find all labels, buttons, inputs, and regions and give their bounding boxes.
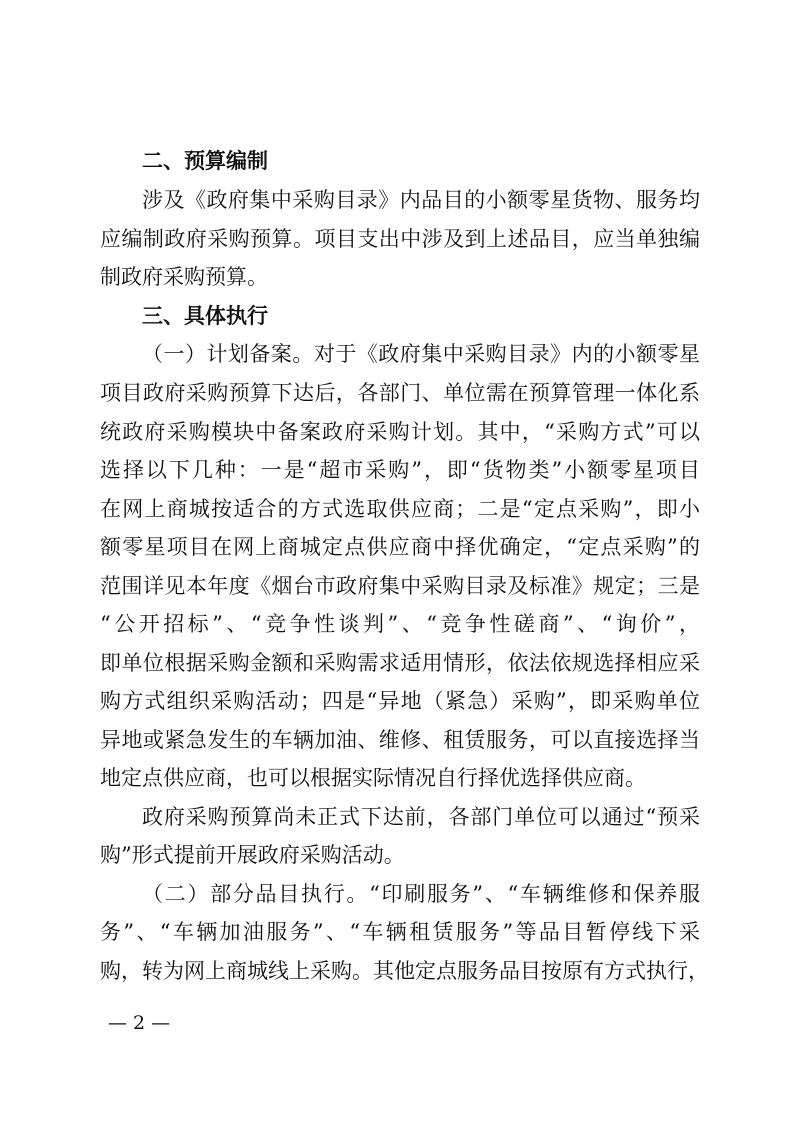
paragraph-line: 统政府采购模块中备案政府采购计划。其中，“采购方式”可以 [100, 420, 700, 444]
paragraph-line: 应编制政府采购预算。项目支出中涉及到上述品目，应当单独编 [100, 227, 700, 251]
paragraph-line: 在网上商城按适合的方式选取供应商；二是“定点采购”，即小 [100, 497, 700, 521]
paragraph-line: 地定点供应商，也可以根据实际情况自行择优选择供应商。 [100, 766, 646, 790]
paragraph-line: 购方式组织采购活动；四是“异地（紧急）采购”，即采购单位 [100, 689, 700, 713]
paragraph-line: 范围详见本年度《烟台市政府集中采购目录及标准》规定；三是 [100, 574, 700, 598]
paragraph-line: 额零星项目在网上商城定点供应商中择优确定，“定点采购”的 [100, 535, 700, 559]
paragraph-line: 购，转为网上商城线上采购。其他定点服务品目按原有方式执行， [100, 959, 709, 983]
section-heading-execution: 三、具体执行 [142, 304, 268, 328]
paragraph-line: “公开招标”、“竞争性谈判”、“竞争性磋商”、“询价”， [100, 612, 700, 636]
page-number: — 2 — [108, 1012, 171, 1034]
paragraph-line: 项目政府采购预算下达后，各部门、单位需在预算管理一体化系 [100, 381, 700, 405]
section-heading-budget: 二、预算编制 [142, 149, 268, 173]
paragraph-line: 即单位根据采购金额和采购需求适用情形，依法依规选择相应采 [100, 651, 700, 675]
paragraph-line: 选择以下几种：一是“超市采购”，即“货物类”小额零星项目 [100, 458, 700, 482]
paragraph-line: （二）部分品目执行。“印刷服务”、“车辆维修和保养服 [142, 882, 700, 906]
paragraph-line: 购”形式提前开展政府采购活动。 [100, 843, 405, 867]
paragraph-line: 政府采购预算尚未正式下达前，各部门单位可以通过“预采 [142, 805, 700, 829]
paragraph-line: 制政府采购预算。 [100, 265, 268, 289]
paragraph-line: 务”、“车辆加油服务”、“车辆租赁服务”等品目暂停线下采 [100, 920, 700, 944]
paragraph-line: （一）计划备案。对于《政府集中采购目录》内的小额零星 [142, 342, 700, 366]
paragraph-line: 异地或紧急发生的车辆加油、维修、租赁服务，可以直接选择当 [100, 728, 700, 752]
paragraph-line: 涉及《政府集中采购目录》内品目的小额零星货物、服务均 [142, 188, 700, 212]
